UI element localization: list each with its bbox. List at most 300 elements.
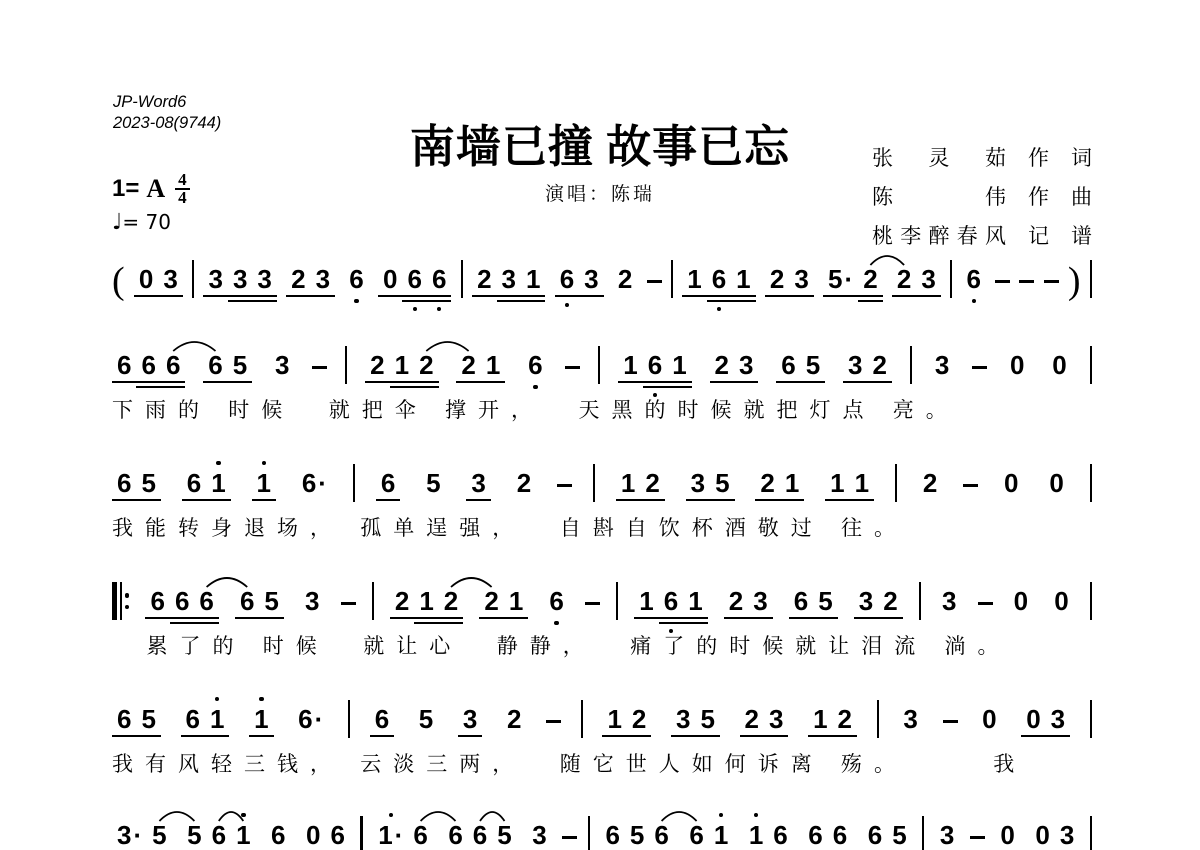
note-digit: 0 bbox=[1049, 468, 1064, 498]
notation-row bbox=[112, 468, 1092, 498]
beam-group bbox=[825, 468, 874, 498]
note-digit: 3 bbox=[584, 264, 599, 294]
note bbox=[373, 820, 408, 850]
note bbox=[833, 704, 857, 734]
high-octave-dot bbox=[754, 813, 758, 817]
note-digit: 6 bbox=[966, 264, 981, 294]
note-digit: 3 bbox=[769, 704, 784, 734]
note-digit: 3 bbox=[257, 264, 272, 294]
note-digit: 1 bbox=[620, 468, 636, 498]
barline bbox=[345, 346, 347, 384]
barline bbox=[581, 700, 583, 738]
duration-dash bbox=[546, 720, 561, 723]
note bbox=[813, 586, 837, 616]
note-digit: 3 bbox=[690, 468, 706, 498]
beam-group bbox=[181, 704, 230, 734]
beam-group bbox=[686, 468, 735, 498]
lyrics-line: 下雨的 时候 就把伞 撑开， 天黑的时候就把灯点 亮。 bbox=[112, 398, 959, 422]
note bbox=[182, 820, 206, 850]
note-digit: 3 bbox=[939, 820, 955, 850]
key-note: A bbox=[146, 174, 166, 203]
note-digit: 6 bbox=[431, 264, 447, 294]
note bbox=[755, 468, 779, 498]
note-digit: 6 bbox=[349, 264, 364, 294]
note-digit: 0 bbox=[138, 264, 154, 294]
note bbox=[414, 704, 438, 734]
note bbox=[789, 586, 813, 616]
note bbox=[776, 350, 800, 380]
barline bbox=[598, 346, 600, 384]
note-digit: 1 bbox=[639, 586, 654, 616]
note bbox=[671, 704, 695, 734]
beam-group bbox=[744, 820, 793, 850]
note bbox=[695, 704, 719, 734]
note bbox=[649, 820, 673, 850]
note bbox=[136, 468, 160, 498]
note bbox=[252, 264, 276, 294]
note-digit: 2 bbox=[394, 586, 410, 616]
note-digit: 1 bbox=[854, 468, 870, 498]
note bbox=[293, 704, 328, 734]
note bbox=[1049, 586, 1073, 616]
note-digit: 5 bbox=[629, 820, 645, 850]
beam-group bbox=[145, 586, 218, 616]
low-octave-dot bbox=[413, 307, 417, 311]
beam-group bbox=[235, 586, 284, 616]
beam-group bbox=[823, 264, 883, 294]
barline bbox=[192, 260, 194, 298]
note bbox=[136, 350, 160, 380]
note bbox=[710, 468, 734, 498]
tempo-value: = 70 bbox=[122, 210, 171, 234]
note bbox=[918, 468, 942, 498]
note-digit: 6 bbox=[165, 350, 181, 380]
beam-group bbox=[182, 820, 255, 850]
beam-group bbox=[203, 264, 276, 294]
beam-group bbox=[724, 586, 773, 616]
note-digit: 6 bbox=[117, 704, 132, 734]
note bbox=[497, 264, 521, 294]
note bbox=[995, 820, 1019, 850]
note bbox=[898, 704, 922, 734]
note-digit: 2 bbox=[516, 468, 532, 498]
note-digit: 6 bbox=[150, 586, 165, 616]
repeat-dots bbox=[125, 584, 129, 618]
note-digit: 3 bbox=[675, 704, 691, 734]
system bbox=[112, 586, 1092, 658]
note bbox=[266, 820, 290, 850]
high-octave-dot bbox=[216, 461, 220, 465]
note-digit: 6 bbox=[301, 468, 317, 498]
note bbox=[887, 820, 911, 850]
note bbox=[231, 820, 255, 850]
note-digit: 3 bbox=[275, 350, 290, 380]
note bbox=[145, 586, 169, 616]
transcriber-name: 桃李醉春风 bbox=[872, 224, 1006, 248]
note bbox=[748, 586, 772, 616]
note-digit: 0 bbox=[1013, 586, 1029, 616]
note-digit: 1 bbox=[256, 468, 271, 498]
note bbox=[682, 264, 706, 294]
note-digit: 6 bbox=[711, 264, 727, 294]
note bbox=[207, 820, 231, 850]
note bbox=[710, 350, 734, 380]
beam-group bbox=[671, 704, 720, 734]
note bbox=[170, 586, 194, 616]
key-signature bbox=[112, 172, 190, 206]
note-digit: 5 bbox=[232, 350, 248, 380]
beam-group bbox=[373, 820, 433, 850]
note bbox=[402, 264, 426, 294]
note-digit: 6 bbox=[174, 586, 190, 616]
note bbox=[602, 704, 626, 734]
note bbox=[414, 586, 438, 616]
note-digit: 3 bbox=[903, 704, 918, 734]
note bbox=[270, 350, 294, 380]
note bbox=[479, 586, 503, 616]
note-digit: 2 bbox=[617, 264, 633, 294]
credit-transcriber bbox=[872, 220, 1092, 250]
note-digit: 1 bbox=[211, 468, 226, 498]
beam-group bbox=[286, 264, 335, 294]
duration-dash bbox=[995, 280, 1010, 283]
note bbox=[136, 704, 160, 734]
note-digit: 3 bbox=[753, 586, 768, 616]
beam-group bbox=[618, 350, 691, 380]
note-digit: 2 bbox=[744, 704, 759, 734]
note-digit: 1 bbox=[485, 350, 501, 380]
quarter-note-icon: ♩ bbox=[112, 210, 123, 235]
note bbox=[892, 264, 916, 294]
note bbox=[1044, 468, 1068, 498]
note bbox=[768, 820, 792, 850]
note-digit: 0 bbox=[982, 704, 997, 734]
duration-dash bbox=[978, 602, 993, 605]
note bbox=[311, 264, 335, 294]
close-parenthesis: ) bbox=[1067, 260, 1081, 302]
beam-group bbox=[376, 468, 400, 498]
note-digit: 5 bbox=[892, 820, 907, 850]
note bbox=[504, 586, 528, 616]
note-digit: 3 bbox=[501, 264, 516, 294]
note bbox=[744, 820, 768, 850]
duration-dash bbox=[557, 484, 572, 487]
note-digit: 6 bbox=[298, 704, 313, 734]
note-digit: 5 bbox=[497, 820, 512, 850]
note-digit: 5 bbox=[805, 350, 821, 380]
note-digit: 1 bbox=[210, 704, 225, 734]
note bbox=[527, 820, 551, 850]
beam-group bbox=[789, 586, 838, 616]
barline bbox=[922, 816, 924, 850]
barline bbox=[1090, 582, 1092, 620]
barline bbox=[919, 582, 921, 620]
duration-dash bbox=[585, 602, 600, 605]
note-digit: 6 bbox=[186, 468, 202, 498]
note-digit: 6 bbox=[413, 820, 428, 850]
beam-group bbox=[370, 704, 394, 734]
note bbox=[228, 350, 252, 380]
note-digit: 2 bbox=[769, 264, 785, 294]
note bbox=[724, 586, 748, 616]
barline bbox=[372, 582, 374, 620]
note-digit: 2 bbox=[760, 468, 775, 498]
note bbox=[684, 820, 708, 850]
note-digit: 6 bbox=[793, 586, 809, 616]
credit-composer bbox=[872, 181, 1092, 211]
beam-group bbox=[378, 264, 451, 294]
note bbox=[259, 586, 283, 616]
note-digit: 1 bbox=[607, 704, 622, 734]
note-digit: 6 bbox=[117, 350, 132, 380]
note-digit: 6 bbox=[199, 586, 214, 616]
note-digit: 6 bbox=[211, 820, 227, 850]
note bbox=[286, 264, 310, 294]
beam-group bbox=[682, 264, 755, 294]
thin-bar bbox=[120, 582, 122, 620]
note bbox=[390, 350, 414, 380]
note bbox=[825, 468, 849, 498]
note bbox=[686, 468, 710, 498]
note bbox=[613, 264, 637, 294]
beam-group bbox=[602, 704, 651, 734]
note bbox=[378, 264, 402, 294]
note-digit: 6 bbox=[239, 586, 255, 616]
beam-group bbox=[458, 704, 482, 734]
note bbox=[863, 820, 887, 850]
note-digit: 6 bbox=[117, 468, 132, 498]
duration-dash bbox=[1044, 280, 1059, 283]
note-digit: 1 bbox=[623, 350, 638, 380]
note bbox=[828, 820, 852, 850]
note bbox=[618, 350, 642, 380]
beam-group bbox=[776, 350, 825, 380]
note-digit: 6 bbox=[472, 820, 488, 850]
duration-dash bbox=[647, 280, 662, 283]
composer-role: 作曲 bbox=[1028, 185, 1092, 209]
note bbox=[740, 704, 764, 734]
note bbox=[667, 350, 691, 380]
note-digit: 5 bbox=[152, 820, 167, 850]
barline bbox=[950, 260, 952, 298]
note bbox=[523, 350, 547, 380]
note-digit: 1 bbox=[813, 704, 828, 734]
note-digit: 2 bbox=[370, 350, 385, 380]
note bbox=[512, 468, 536, 498]
note-digit: 2 bbox=[728, 586, 744, 616]
augmentation-dot: · bbox=[314, 704, 324, 734]
note-digit: 6 bbox=[407, 264, 422, 294]
note-digit: 3 bbox=[848, 350, 863, 380]
beam-group bbox=[182, 468, 231, 498]
note bbox=[659, 586, 683, 616]
note bbox=[344, 264, 368, 294]
note bbox=[930, 350, 954, 380]
duration-dash bbox=[943, 720, 958, 723]
high-octave-dot bbox=[719, 813, 723, 817]
beam-group bbox=[710, 350, 759, 380]
beam-group bbox=[112, 468, 161, 498]
high-octave-dot bbox=[215, 697, 219, 701]
note-digit: 3 bbox=[163, 264, 178, 294]
note bbox=[235, 586, 259, 616]
credits bbox=[872, 142, 1092, 259]
note bbox=[492, 820, 516, 850]
note-digit: 3 bbox=[738, 350, 754, 380]
note bbox=[555, 264, 579, 294]
note bbox=[858, 264, 882, 294]
note-digit: 5 bbox=[264, 586, 279, 616]
augmentation-dot: · bbox=[844, 264, 854, 294]
beam-group bbox=[249, 704, 273, 734]
beam-group bbox=[843, 350, 892, 380]
note-digit: 6 bbox=[374, 704, 390, 734]
note bbox=[765, 264, 789, 294]
note-digit: 2 bbox=[631, 704, 647, 734]
beam-group bbox=[863, 820, 912, 850]
beam-group bbox=[740, 704, 789, 734]
beam-group bbox=[600, 820, 673, 850]
note-digit: 3 bbox=[942, 586, 957, 616]
note bbox=[734, 350, 758, 380]
note-digit: 5 bbox=[187, 820, 202, 850]
note-digit: 1 bbox=[736, 264, 751, 294]
note-digit: 2 bbox=[291, 264, 306, 294]
beam-group bbox=[892, 264, 941, 294]
lyricist-name: 张灵茹 bbox=[872, 146, 1006, 170]
note-digit: 0 bbox=[1004, 468, 1019, 498]
lyrics-line: 我有风轻三钱， 云淡三两， 随它世人如何诉离 殇。 我 bbox=[112, 752, 1027, 776]
note bbox=[112, 704, 136, 734]
beam-group bbox=[443, 820, 516, 850]
note bbox=[935, 820, 959, 850]
beam-group bbox=[1021, 704, 1070, 734]
note bbox=[808, 704, 832, 734]
augmentation-dot: · bbox=[318, 468, 327, 498]
notation-row bbox=[112, 820, 1092, 850]
note-digit: 2 bbox=[419, 350, 434, 380]
note-digit: 6 bbox=[867, 820, 883, 850]
note-digit: 1 bbox=[419, 586, 434, 616]
note-digit: 6 bbox=[773, 820, 788, 850]
note bbox=[134, 264, 158, 294]
note bbox=[181, 704, 205, 734]
note-digit: 5 bbox=[700, 704, 715, 734]
note bbox=[456, 350, 480, 380]
note bbox=[780, 468, 804, 498]
credit-lyricist bbox=[872, 142, 1092, 172]
duration-dash bbox=[562, 836, 577, 839]
duration-dash bbox=[1019, 280, 1034, 283]
note-digit: 3 bbox=[117, 820, 132, 850]
note bbox=[850, 468, 874, 498]
note-digit: 1 bbox=[748, 820, 764, 850]
beam-group bbox=[365, 350, 438, 380]
beam-group bbox=[854, 586, 903, 616]
note bbox=[158, 264, 182, 294]
low-octave-dot bbox=[554, 621, 558, 625]
note-digit: 3 bbox=[208, 264, 223, 294]
note bbox=[112, 350, 136, 380]
note-digit: 0 bbox=[1035, 820, 1050, 850]
barline bbox=[360, 816, 362, 850]
note-digit: 0 bbox=[306, 820, 321, 850]
system bbox=[112, 350, 1092, 422]
lyricist-role: 作词 bbox=[1028, 146, 1092, 170]
note bbox=[472, 264, 496, 294]
note-digit: 1 bbox=[688, 586, 703, 616]
performer-line: 演唱：陈瑞 bbox=[544, 184, 655, 205]
note-digit: 0 bbox=[1026, 704, 1041, 734]
song-title: 南墙已撞 故事已忘 bbox=[409, 122, 791, 172]
low-octave-dot bbox=[565, 303, 569, 307]
note-digit: 1 bbox=[830, 468, 845, 498]
note bbox=[206, 468, 230, 498]
note bbox=[228, 264, 252, 294]
note bbox=[1009, 586, 1033, 616]
note bbox=[709, 820, 733, 850]
note-digit: 3 bbox=[934, 350, 950, 380]
beam-group bbox=[616, 468, 665, 498]
beam-group bbox=[203, 350, 252, 380]
note-digit: 1 bbox=[713, 820, 729, 850]
duration-dash bbox=[312, 366, 327, 369]
note bbox=[544, 586, 568, 616]
duration-dash bbox=[341, 602, 356, 605]
lyrics-line: 我能转身退场， 孤单逞强， 自斟自饮杯酒敬过 往。 bbox=[112, 516, 907, 540]
beam-group bbox=[390, 586, 463, 616]
augmentation-dot: · bbox=[133, 820, 143, 850]
beam-group bbox=[479, 586, 528, 616]
note bbox=[1047, 350, 1071, 380]
beam-group bbox=[765, 264, 814, 294]
high-octave-dot bbox=[241, 813, 245, 817]
barline bbox=[593, 464, 595, 502]
note-digit: 6 bbox=[380, 468, 396, 498]
beam-group bbox=[252, 468, 276, 498]
note-digit: 0 bbox=[1000, 820, 1015, 850]
note bbox=[194, 586, 218, 616]
note bbox=[937, 586, 961, 616]
note bbox=[627, 704, 651, 734]
note-digit: 0 bbox=[383, 264, 398, 294]
note-digit: 1 bbox=[784, 468, 800, 498]
notation-row bbox=[112, 586, 1092, 616]
note bbox=[502, 704, 526, 734]
barline bbox=[1090, 346, 1092, 384]
low-octave-dot bbox=[972, 299, 976, 303]
note-digit: 2 bbox=[484, 586, 499, 616]
note-digit: 2 bbox=[714, 350, 729, 380]
note-digit: 6 bbox=[141, 350, 156, 380]
note bbox=[1046, 704, 1070, 734]
note bbox=[147, 820, 171, 850]
barline bbox=[461, 260, 463, 298]
low-octave-dot bbox=[354, 299, 358, 303]
note-digit: 1 bbox=[394, 350, 410, 380]
note-digit: 6 bbox=[185, 704, 201, 734]
note-digit: 3 bbox=[315, 264, 331, 294]
note-digit: 1 bbox=[508, 586, 524, 616]
notation-row bbox=[112, 704, 1092, 734]
note-digit: 6 bbox=[781, 350, 796, 380]
note-digit: 3 bbox=[1059, 820, 1075, 850]
note-digit: 6 bbox=[654, 820, 669, 850]
beam-group bbox=[301, 820, 350, 850]
note bbox=[1021, 704, 1045, 734]
beam-group bbox=[803, 820, 852, 850]
note bbox=[408, 820, 432, 850]
